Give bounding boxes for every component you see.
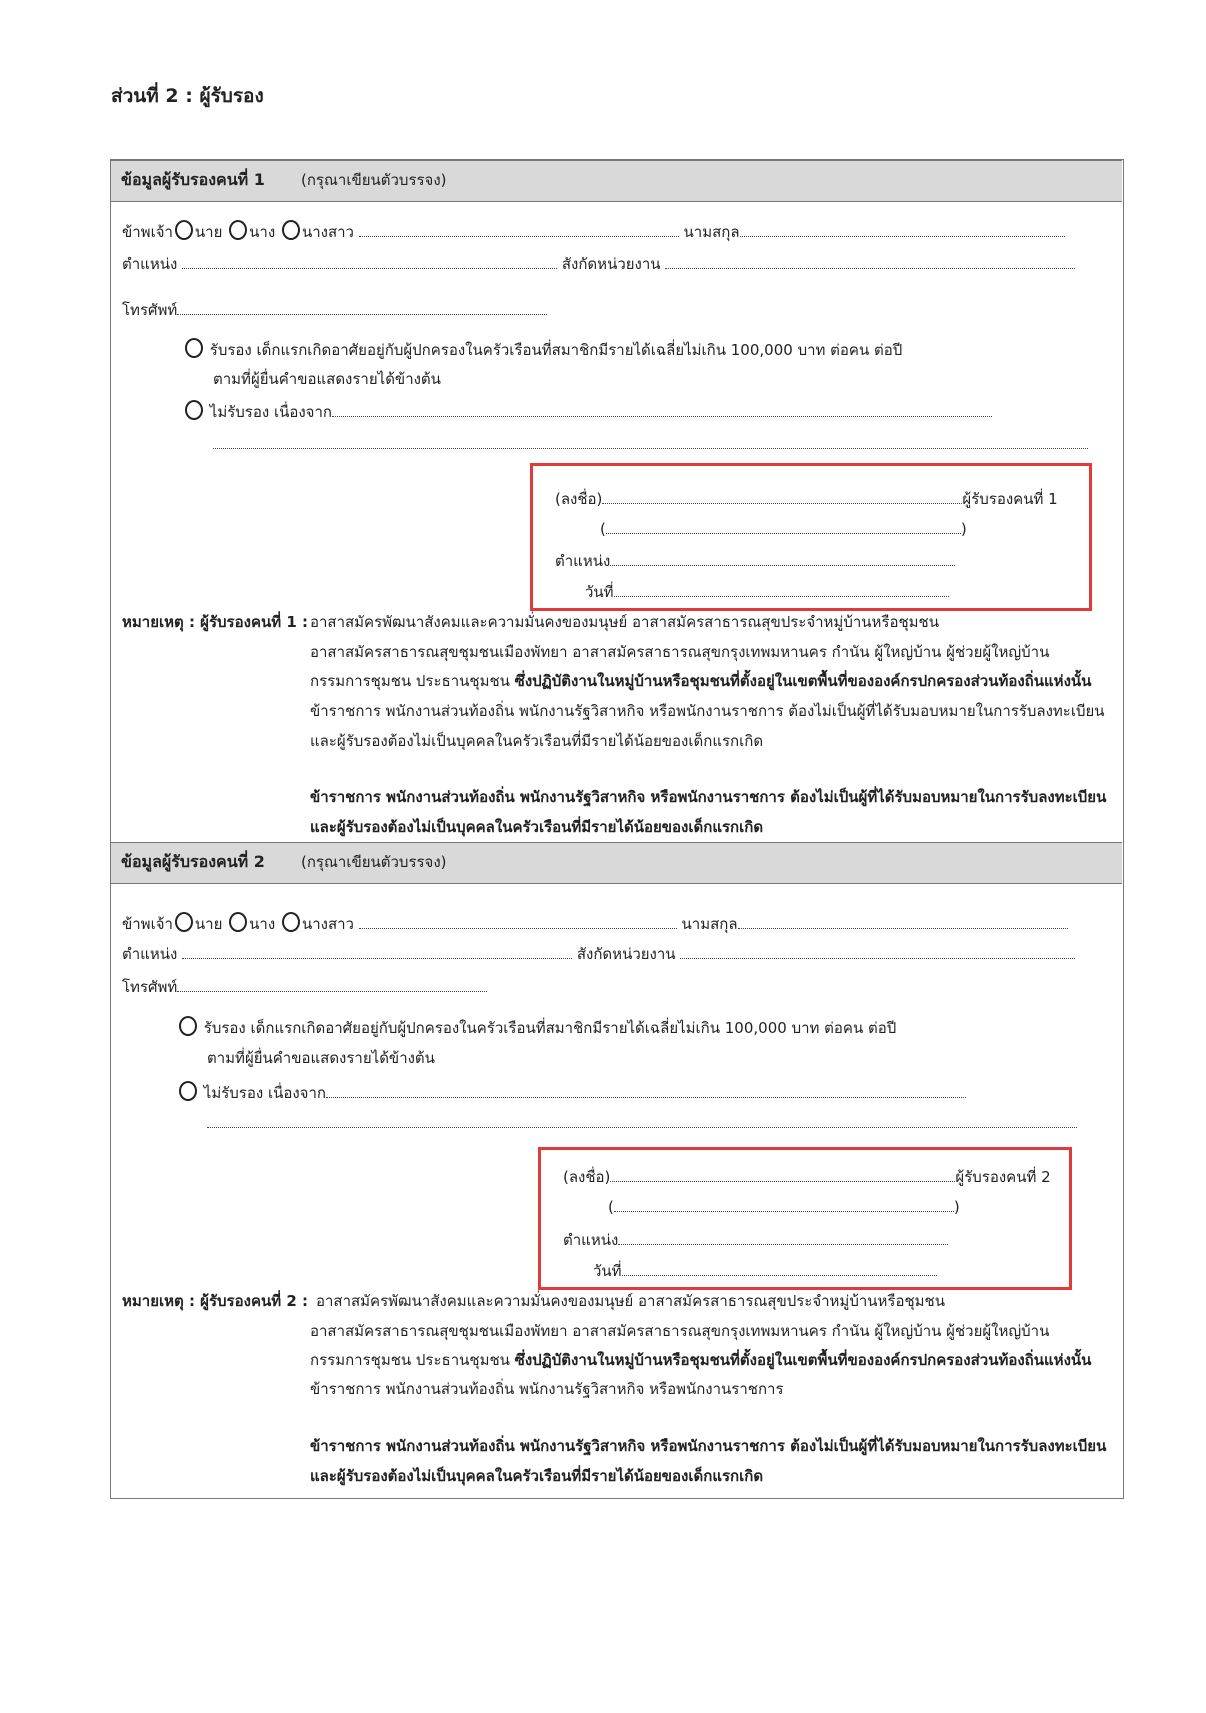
radio-mrs[interactable] — [229, 912, 247, 932]
certifier-1-header — [111, 160, 1122, 202]
agency-field[interactable] — [680, 944, 1075, 959]
note-label: หมายเหตุ : ผู้รับรองคนที่ 2 : — [122, 1292, 308, 1310]
sign-label: (ลงชื่อ) — [555, 490, 603, 508]
sign-date-row — [585, 582, 949, 602]
sign-label: (ลงชื่อ) — [563, 1168, 611, 1186]
sign-position-label: ตำแหน่ง — [563, 1231, 619, 1249]
certify-text-2: ตามที่ผู้ยื่นคำขอแสดงรายได้ข้างต้น — [213, 370, 441, 388]
not-certify-label: ไม่รับรอง เนื่องจาก — [209, 403, 332, 421]
position-field[interactable] — [182, 944, 572, 959]
first-name-field[interactable] — [359, 914, 677, 929]
agency-field[interactable] — [665, 254, 1075, 269]
paren: ( — [600, 520, 606, 538]
radio-miss[interactable] — [282, 912, 300, 932]
note-line — [310, 1350, 1091, 1370]
sign-role: ผู้รับรองคนที่ 2 — [955, 1168, 1051, 1186]
paren: ) — [953, 1198, 960, 1216]
sign-position-field[interactable] — [618, 1230, 948, 1245]
sign-position-row — [563, 1230, 948, 1250]
warning-line: ข้าราชการ พนักงานส่วนท้องถิ่น พนักงานรัฐวิสาหกิจ หรือพนักงานราชการ ต้องไม่เป็นผู้ที่ได้รับมอบหมายในการรับลงทะเบียน — [310, 1437, 1107, 1455]
position-row — [122, 254, 1075, 274]
surname-label: นามสกุล — [683, 223, 740, 241]
sign-position-row — [555, 551, 955, 571]
printed-name-row — [600, 519, 967, 539]
sign-date-label: วันที่ — [585, 583, 614, 601]
radio-not-certify[interactable] — [185, 400, 203, 420]
name-label: ข้าพเจ้า — [122, 915, 173, 933]
note-line: อาสาสมัครพัฒนาสังคมและความมั่นคงของมนุษย์ อาสาสมัครสาธารณสุขประจำหมู่บ้านหรือชุมชน — [316, 1292, 945, 1310]
printed-name-field[interactable] — [614, 1197, 954, 1212]
radio-certify[interactable] — [179, 1016, 197, 1036]
signature-row — [563, 1167, 1051, 1187]
sign-role: ผู้รับรองคนที่ 1 — [962, 490, 1058, 508]
note-line: อาสาสมัครพัฒนาสังคมและความมั่นคงของมนุษย์ อาสาสมัครสาธารณสุขประจำหมู่บ้านหรือชุมชน — [310, 613, 939, 631]
note-line: ข้าราชการ พนักงานส่วนท้องถิ่น พนักงานรัฐวิสาหกิจ หรือพนักงานราชการ — [310, 1380, 784, 1398]
certify-option — [177, 1016, 896, 1038]
warning-line: และผู้รับรองต้องไม่เป็นบุคคลในครัวเรือนที่มีรายได้น้อยของเด็กแรกเกิด — [310, 818, 764, 836]
certify-option — [183, 338, 902, 360]
note-line: อาสาสมัครสาธารณสุขชุมชนเมืองพัทยา อาสาสมัครสาธารณสุขกรุงเทพมหานคร กำนัน ผู้ใหญ่บ้าน ผู้ช่วยผู้ใหญ่บ้าน — [310, 1322, 1050, 1340]
note-line: ข้าราชการ พนักงานส่วนท้องถิ่น พนักงานรัฐวิสาหกิจ หรือพนักงานราชการ ต้องไม่เป็นผู้ที่ได้รับมอบหมายในการรับลงทะเบียน — [310, 702, 1105, 720]
phone-field[interactable] — [177, 977, 487, 992]
header-note: (กรุณาเขียนตัวบรรจง) — [301, 853, 447, 871]
name-label: ข้าพเจ้า — [122, 223, 173, 241]
surname-field[interactable] — [738, 914, 1068, 929]
sign-date-label: วันที่ — [593, 1262, 622, 1280]
signature-row — [555, 489, 1058, 509]
certify-text-2: ตามที่ผู้ยื่นคำขอแสดงรายได้ข้างต้น — [207, 1049, 435, 1067]
position-field[interactable] — [182, 254, 557, 269]
sign-date-row — [593, 1261, 937, 1281]
agency-label: สังกัดหน่วยงาน — [561, 255, 661, 273]
position-label: ตำแหน่ง — [122, 255, 178, 273]
sign-position-field[interactable] — [610, 551, 955, 566]
warning-line: ข้าราชการ พนักงานส่วนท้องถิ่น พนักงานรัฐวิสาหกิจ หรือพนักงานราชการ ต้องไม่เป็นผู้ที่ได้รับมอบหมายในการรับลงทะเบียน — [310, 788, 1107, 806]
option-label: นาย — [194, 915, 223, 933]
sign-date-field[interactable] — [622, 1261, 937, 1276]
radio-miss[interactable] — [282, 220, 300, 240]
not-certify-option — [177, 1081, 966, 1103]
sign-date-field[interactable] — [614, 582, 949, 597]
radio-mr[interactable] — [175, 912, 193, 932]
note-line: และผู้รับรองต้องไม่เป็นบุคคลในครัวเรือนที่มีรายได้น้อยของเด็กแรกเกิด — [310, 732, 764, 750]
signature-field[interactable] — [610, 1167, 955, 1182]
position-label: ตำแหน่ง — [122, 945, 178, 963]
note-text-bold: ซึ่งปฏิบัติงานในหมู่บ้านหรือชุมชนที่ตั้งอยู่ในเขตพื้นที่ขององค์กรปกครองส่วนท้องถิ่นแห่งนั้น — [514, 672, 1092, 690]
certify-text: รับรอง เด็กแรกเกิดอาศัยอยู่กับผู้ปกครองในครัวเรือนที่สมาชิกมีรายได้เฉลี่ยไม่เกิน 100,000 บาท ต่อคน ต่อปี — [209, 341, 903, 359]
paren: ( — [608, 1198, 614, 1216]
surname-field[interactable] — [740, 222, 1065, 237]
option-label: นาย — [194, 223, 223, 241]
header-title: ข้อมูลผู้รับรองคนที่ 2 — [121, 852, 265, 871]
reason-field-2[interactable] — [213, 434, 1088, 449]
phone-field[interactable] — [177, 300, 547, 315]
section-title: ส่วนที่ 2 : ผู้รับรอง — [111, 85, 264, 107]
printed-name-row — [608, 1197, 960, 1217]
not-certify-label: ไม่รับรอง เนื่องจาก — [203, 1084, 326, 1102]
note-line: อาสาสมัครสาธารณสุขชุมชนเมืองพัทยา อาสาสมัครสาธารณสุขกรุงเทพมหานคร กำนัน ผู้ใหญ่บ้าน ผู้ช่วยผู้ใหญ่บ้าน — [310, 643, 1050, 661]
position-row — [122, 944, 1075, 964]
certifier-2-header — [111, 842, 1122, 884]
note-text: กรรมการชุมชน ประธานชุมชน — [310, 1351, 515, 1369]
header-note: (กรุณาเขียนตัวบรรจง) — [301, 171, 447, 189]
reason-field[interactable] — [326, 1083, 966, 1098]
radio-certify[interactable] — [185, 338, 203, 358]
paren: ) — [960, 520, 967, 538]
reason-field[interactable] — [332, 402, 992, 417]
option-label: นางสาว — [301, 915, 354, 933]
header-title: ข้อมูลผู้รับรองคนที่ 1 — [121, 170, 265, 189]
surname-label: นามสกุล — [681, 915, 738, 933]
option-label: นาง — [249, 223, 276, 241]
note-text: กรรมการชุมชน ประธานชุมชน — [310, 672, 515, 690]
note-line — [310, 671, 1091, 691]
printed-name-field[interactable] — [606, 519, 961, 534]
radio-not-certify[interactable] — [179, 1081, 197, 1101]
certify-text: รับรอง เด็กแรกเกิดอาศัยอยู่กับผู้ปกครองในครัวเรือนที่สมาชิกมีรายได้เฉลี่ยไม่เกิน 100,000 บาท ต่อคน ต่อปี — [203, 1019, 897, 1037]
name-row — [122, 912, 1068, 934]
option-label: นางสาว — [301, 223, 354, 241]
phone-label: โทรศัพท์ — [122, 301, 178, 319]
phone-row — [122, 977, 487, 997]
not-certify-option — [183, 400, 992, 422]
first-name-field[interactable] — [359, 222, 679, 237]
warning-line: และผู้รับรองต้องไม่เป็นบุคคลในครัวเรือนที่มีรายได้น้อยของเด็กแรกเกิด — [310, 1467, 764, 1485]
sign-position-label: ตำแหน่ง — [555, 552, 611, 570]
option-label: นาง — [249, 915, 276, 933]
agency-label: สังกัดหน่วยงาน — [576, 945, 676, 963]
phone-label: โทรศัพท์ — [122, 978, 178, 996]
note-label: หมายเหตุ : ผู้รับรองคนที่ 1 : — [122, 613, 308, 631]
name-row — [122, 220, 1065, 242]
signature-field[interactable] — [602, 489, 962, 504]
reason-field-2[interactable] — [207, 1113, 1077, 1128]
radio-mrs[interactable] — [229, 220, 247, 240]
note-text-bold: ซึ่งปฏิบัติงานในหมู่บ้านหรือชุมชนที่ตั้งอยู่ในเขตพื้นที่ขององค์กรปกครองส่วนท้องถิ่นแห่งนั้น — [514, 1351, 1092, 1369]
phone-row — [122, 300, 547, 320]
radio-mr[interactable] — [175, 220, 193, 240]
